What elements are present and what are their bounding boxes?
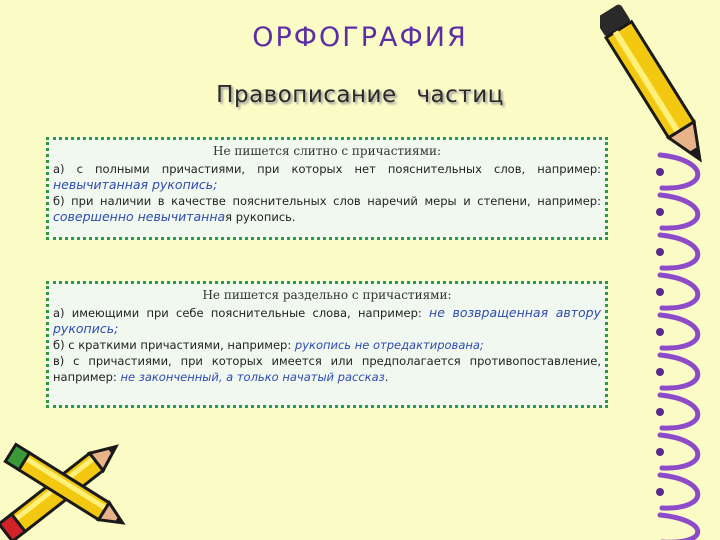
rule-text: а) имеющими при себе пояснительные слова, например: [53,306,422,320]
rule-example: рукопись не отредактирована; [294,338,484,352]
spiral-binding-icon [640,150,720,540]
rule-item-a [53,161,601,193]
rule-item-b [53,193,601,225]
rule-example-rest: я рукопись. [225,210,296,224]
rule-text: б) при наличии в качестве пояснительных слов наречий меры и степени, например: [53,194,601,208]
rule-example-end: . [384,370,389,384]
rule-example: не возвращенная автору рукопись; [53,305,601,336]
rule-text: в) с причастиями, при которых имеется или предполагается противопоставление, например: [53,354,601,384]
rule-box-fused [46,137,608,240]
subtitle-word-1: Правописание [216,82,397,108]
rule-example: совершенно невычитанна [53,209,226,224]
rule-box-separate [46,281,608,408]
rule-item-a [53,305,601,337]
rule-item-b [53,337,601,353]
crossed-pencils-icon [0,430,140,540]
rule-box-heading: Не пишется слитно с причастиями: [213,144,441,158]
rule-box-heading: Не пишется раздельно с причастиями: [202,288,452,302]
rule-example: не законченный, а только начатый рассказ [120,370,385,384]
rule-text: а) с полными причастиями, при которых нет пояснительных слов, например: [53,162,601,176]
rule-text: б) с краткими причастиями, например: [53,338,292,352]
rule-example: невычитанная рукопись; [53,177,218,192]
pencil-icon [600,0,720,175]
subtitle-word-2: частиц [416,82,504,108]
rule-item-c [53,353,601,385]
slide-title: ОРФОГРАФИЯ [252,22,468,53]
